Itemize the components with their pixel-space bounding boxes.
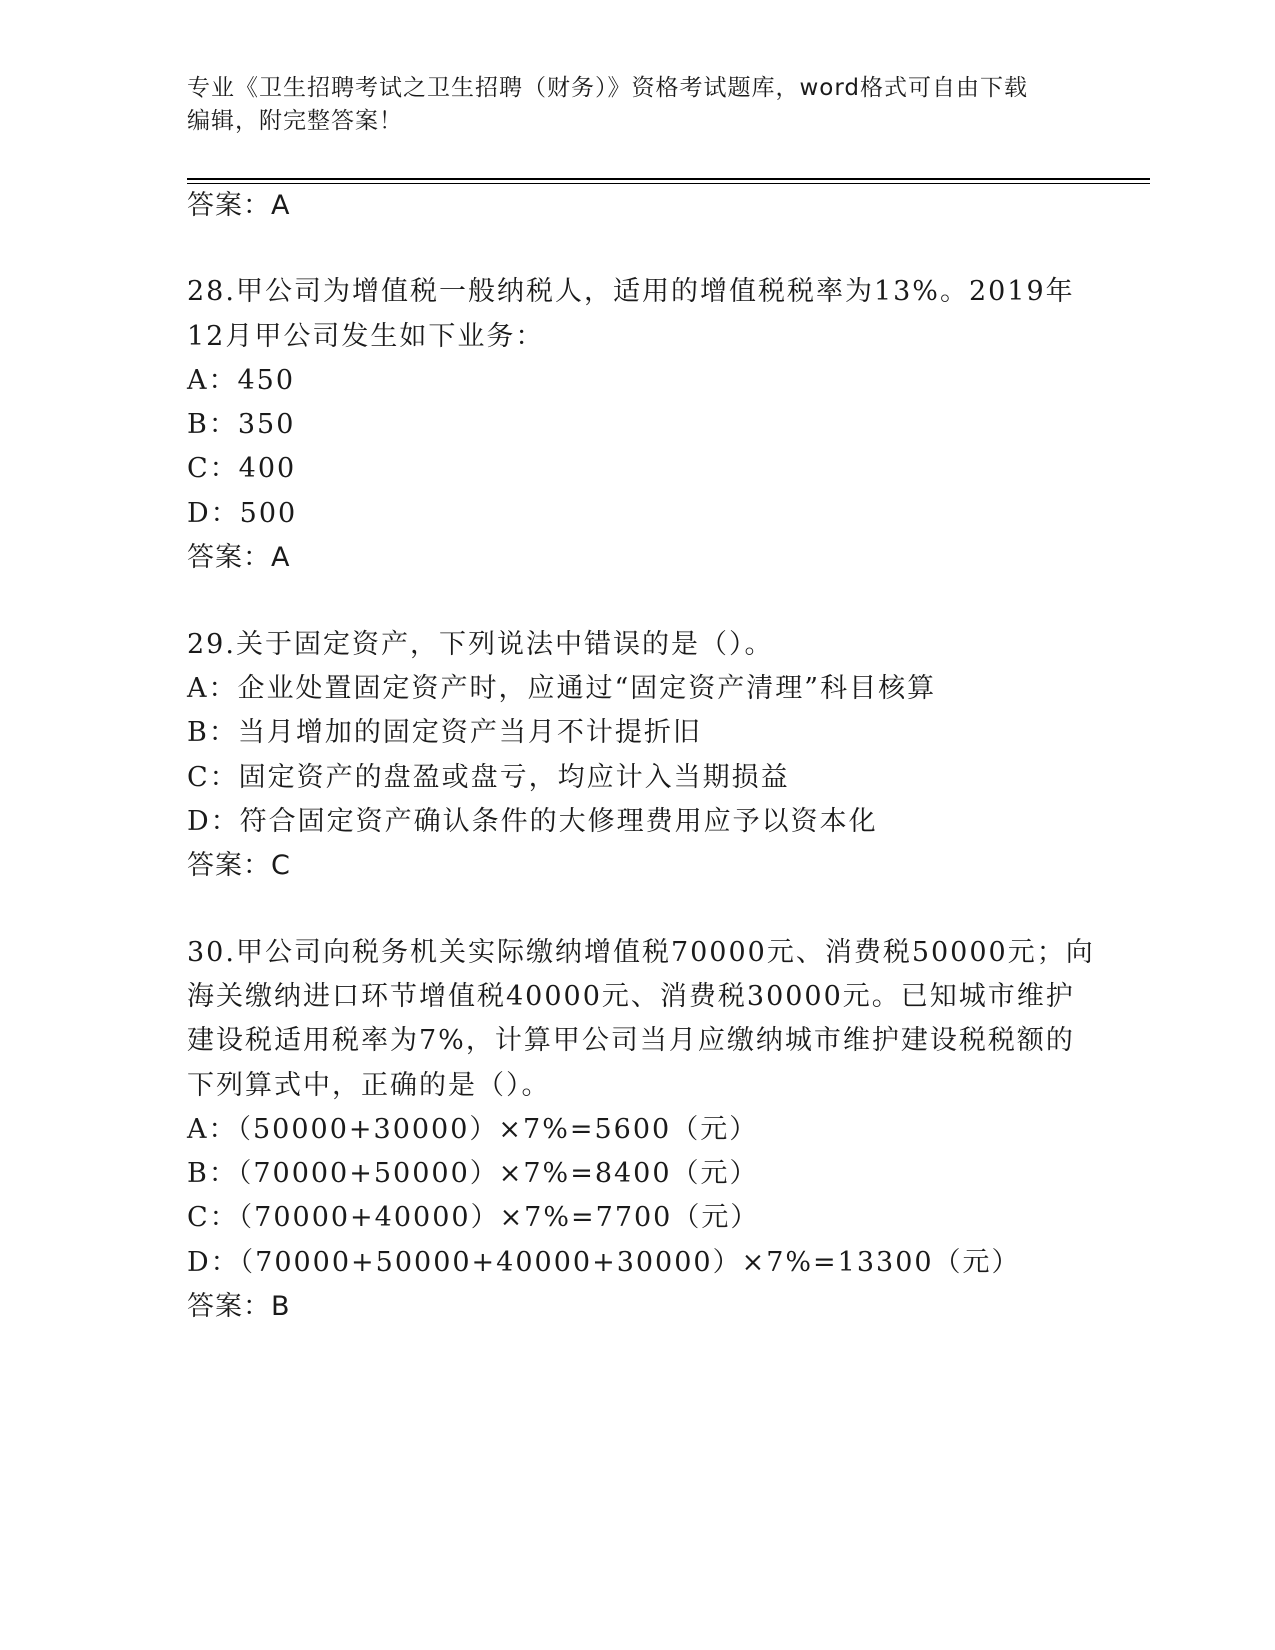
q30-option-d: D：（70000+50000+40000+30000）×7%=13300（元） (187, 1247, 1021, 1278)
q28-stem-line-1: 28.甲公司为增值税一般纳税人，适用的增值税税率为13%。2019年 (187, 276, 1075, 307)
q29-option-a: A：企业处置固定资产时，应通过“固定资产清理”科目核算 (187, 673, 937, 704)
q30-stem-line-3: 建设税适用税率为7%，计算甲公司当月应缴纳城市维护建设税税额的 (187, 1025, 1075, 1056)
q30-answer: 答案：B (187, 1291, 291, 1322)
document-header (187, 72, 1087, 138)
q29-stem-line-1: 29.关于固定资产，下列说法中错误的是（）。 (187, 629, 774, 660)
q28-option-d: D：500 (187, 498, 298, 529)
q29-option-b: B：当月增加的固定资产当月不计提折旧 (187, 717, 702, 748)
q30-option-b: B：（70000+50000）×7%=8400（元） (187, 1158, 759, 1189)
q30-option-a: A：（50000+30000）×7%=5600（元） (187, 1114, 759, 1145)
q28-option-b: B：350 (187, 409, 296, 440)
q30-stem-line-1: 30.甲公司向税务机关实际缴纳增值税70000元、消费税50000元；向 (187, 937, 1095, 968)
q28-stem-line-2: 12月甲公司发生如下业务： (187, 321, 545, 352)
header-divider-thick (187, 178, 1150, 180)
q28-option-c: C：400 (187, 453, 297, 484)
q29-option-d: D：符合固定资产确认条件的大修理费用应予以资本化 (187, 806, 878, 837)
header-line-1: 专业《卫生招聘考试之卫生招聘（财务）》资格考试题库，word格式可自由下载 (187, 75, 1029, 101)
q28-answer: 答案：A (187, 542, 291, 573)
q30-option-c: C：（70000+40000）×7%=7700（元） (187, 1202, 760, 1233)
q30-stem-line-4: 下列算式中，正确的是（）。 (187, 1070, 551, 1101)
header-line-2: 编辑，附完整答案！ (187, 108, 403, 134)
q29-option-c: C：固定资产的盘盈或盘亏，均应计入当期损益 (187, 762, 790, 793)
q27-answer: 答案：A (187, 190, 291, 221)
q29-answer: 答案：C (187, 850, 291, 881)
header-divider-thin (187, 183, 1150, 184)
q30-stem-line-2: 海关缴纳进口环节增值税40000元、消费税30000元。已知城市维护 (187, 981, 1075, 1012)
q28-option-a: A：450 (187, 365, 296, 396)
